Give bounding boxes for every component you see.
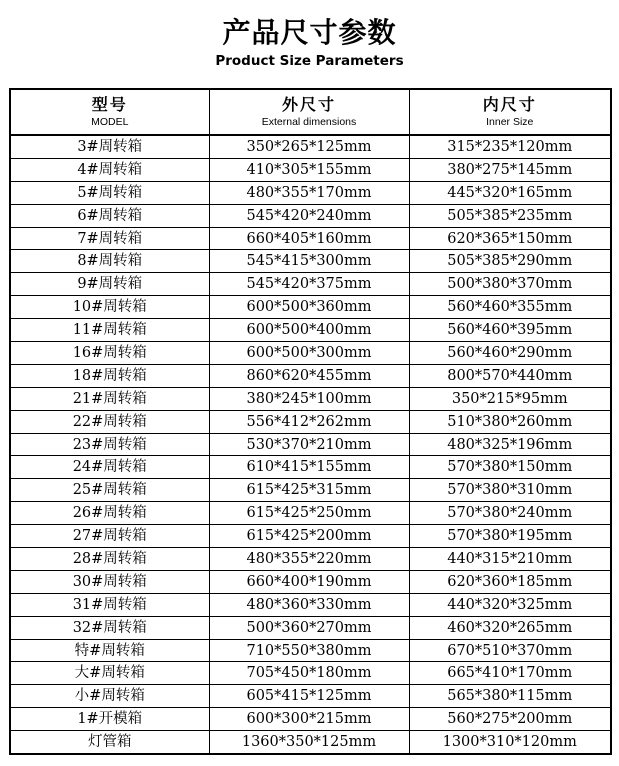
- cell-external-size: 605*415*125mm: [209, 685, 409, 708]
- header-inner-size-cn: 内尺寸: [482, 95, 537, 114]
- table-row: [10, 181, 611, 204]
- cell-external-size: 600*500*300mm: [209, 342, 409, 365]
- table-row: [10, 250, 611, 273]
- cell-model: 灯管箱: [10, 731, 209, 754]
- cell-model: 大#周转箱: [10, 662, 209, 685]
- cell-external-size: 380*245*100mm: [209, 387, 409, 410]
- cell-model: 5#周转箱: [10, 181, 209, 204]
- cell-external-size: 600*500*360mm: [209, 296, 409, 319]
- header-model-en: MODEL: [91, 116, 129, 128]
- cell-model: 10#周转箱: [10, 296, 209, 319]
- table-row: [10, 708, 611, 731]
- cell-inner-size: 665*410*170mm: [409, 662, 611, 685]
- cell-inner-size: 565*380*115mm: [409, 685, 611, 708]
- table-row: [10, 433, 611, 456]
- table-header-row: [10, 89, 611, 135]
- table-row: [10, 685, 611, 708]
- cell-model: 23#周转箱: [10, 433, 209, 456]
- cell-external-size: 615*425*250mm: [209, 502, 409, 525]
- cell-external-size: 600*500*400mm: [209, 319, 409, 342]
- table-row: [10, 227, 611, 250]
- cell-model: 16#周转箱: [10, 342, 209, 365]
- table-row: [10, 204, 611, 227]
- cell-model: 31#周转箱: [10, 593, 209, 616]
- cell-inner-size: 570*380*240mm: [409, 502, 611, 525]
- cell-external-size: 545*420*240mm: [209, 204, 409, 227]
- cell-inner-size: 620*365*150mm: [409, 227, 611, 250]
- cell-inner-size: 570*380*150mm: [409, 456, 611, 479]
- cell-inner-size: 800*570*440mm: [409, 364, 611, 387]
- cell-model: 32#周转箱: [10, 616, 209, 639]
- cell-inner-size: 350*215*95mm: [409, 387, 611, 410]
- header-external-size: [209, 89, 409, 135]
- cell-inner-size: 505*385*235mm: [409, 204, 611, 227]
- cell-inner-size: 560*460*395mm: [409, 319, 611, 342]
- header-model-cn: 型号: [91, 95, 128, 114]
- table-row: [10, 456, 611, 479]
- cell-inner-size: 315*235*120mm: [409, 135, 611, 158]
- page-title: 产品尺寸参数: [222, 16, 397, 49]
- table-row: [10, 342, 611, 365]
- cell-external-size: 530*370*210mm: [209, 433, 409, 456]
- cell-model: 30#周转箱: [10, 570, 209, 593]
- cell-external-size: 705*450*180mm: [209, 662, 409, 685]
- cell-model: 11#周转箱: [10, 319, 209, 342]
- cell-model: 28#周转箱: [10, 548, 209, 571]
- table-row: [10, 479, 611, 502]
- cell-external-size: 545*420*375mm: [209, 273, 409, 296]
- cell-external-size: 600*300*215mm: [209, 708, 409, 731]
- cell-model: 8#周转箱: [10, 250, 209, 273]
- table-row: [10, 364, 611, 387]
- cell-external-size: 350*265*125mm: [209, 135, 409, 158]
- cell-model: 9#周转箱: [10, 273, 209, 296]
- cell-external-size: 500*360*270mm: [209, 616, 409, 639]
- cell-inner-size: 670*510*370mm: [409, 639, 611, 662]
- page-subtitle: Product Size Parameters: [215, 53, 404, 69]
- cell-external-size: 556*412*262mm: [209, 410, 409, 433]
- cell-model: 3#周转箱: [10, 135, 209, 158]
- table-row: [10, 525, 611, 548]
- table-row: [10, 502, 611, 525]
- cell-inner-size: 440*320*325mm: [409, 593, 611, 616]
- cell-inner-size: 560*460*355mm: [409, 296, 611, 319]
- table-row: [10, 731, 611, 754]
- cell-inner-size: 560*460*290mm: [409, 342, 611, 365]
- cell-inner-size: 380*275*145mm: [409, 158, 611, 181]
- cell-inner-size: 480*325*196mm: [409, 433, 611, 456]
- table-row: [10, 662, 611, 685]
- header-external-size-cn: 外尺寸: [281, 95, 336, 114]
- cell-external-size: 615*425*315mm: [209, 479, 409, 502]
- cell-external-size: 410*305*155mm: [209, 158, 409, 181]
- table-row: [10, 387, 611, 410]
- cell-external-size: 480*355*220mm: [209, 548, 409, 571]
- cell-model: 特#周转箱: [10, 639, 209, 662]
- cell-inner-size: 440*315*210mm: [409, 548, 611, 571]
- cell-inner-size: 445*320*165mm: [409, 181, 611, 204]
- table-row: [10, 593, 611, 616]
- cell-external-size: 480*360*330mm: [209, 593, 409, 616]
- cell-inner-size: 505*385*290mm: [409, 250, 611, 273]
- header-external-size-en: External dimensions: [261, 116, 357, 128]
- cell-model: 25#周转箱: [10, 479, 209, 502]
- table-body: [10, 135, 611, 754]
- table-row: [10, 296, 611, 319]
- cell-model: 1#开模箱: [10, 708, 209, 731]
- table-row: [10, 273, 611, 296]
- cell-model: 24#周转箱: [10, 456, 209, 479]
- cell-inner-size: 620*360*185mm: [409, 570, 611, 593]
- header-model: [10, 89, 209, 135]
- cell-model: 26#周转箱: [10, 502, 209, 525]
- cell-external-size: 860*620*455mm: [209, 364, 409, 387]
- cell-external-size: 1360*350*125mm: [209, 731, 409, 754]
- cell-external-size: 480*355*170mm: [209, 181, 409, 204]
- cell-model: 6#周转箱: [10, 204, 209, 227]
- size-parameters-table: [9, 88, 612, 755]
- cell-external-size: 545*415*300mm: [209, 250, 409, 273]
- cell-inner-size: 570*380*195mm: [409, 525, 611, 548]
- cell-model: 18#周转箱: [10, 364, 209, 387]
- cell-external-size: 710*550*380mm: [209, 639, 409, 662]
- table-row: [10, 158, 611, 181]
- cell-inner-size: 560*275*200mm: [409, 708, 611, 731]
- table-row: [10, 410, 611, 433]
- cell-inner-size: 500*380*370mm: [409, 273, 611, 296]
- cell-inner-size: 1300*310*120mm: [409, 731, 611, 754]
- cell-model: 21#周转箱: [10, 387, 209, 410]
- table-row: [10, 548, 611, 571]
- table-row: [10, 135, 611, 158]
- cell-external-size: 660*405*160mm: [209, 227, 409, 250]
- header-inner-size: [409, 89, 611, 135]
- cell-inner-size: 460*320*265mm: [409, 616, 611, 639]
- cell-inner-size: 510*380*260mm: [409, 410, 611, 433]
- cell-model: 4#周转箱: [10, 158, 209, 181]
- cell-external-size: 610*415*155mm: [209, 456, 409, 479]
- cell-model: 22#周转箱: [10, 410, 209, 433]
- cell-model: 小#周转箱: [10, 685, 209, 708]
- header-inner-size-en: Inner Size: [486, 116, 534, 128]
- table-row: [10, 639, 611, 662]
- cell-model: 27#周转箱: [10, 525, 209, 548]
- cell-external-size: 660*400*190mm: [209, 570, 409, 593]
- cell-inner-size: 570*380*310mm: [409, 479, 611, 502]
- table-row: [10, 616, 611, 639]
- cell-external-size: 615*425*200mm: [209, 525, 409, 548]
- table-row: [10, 319, 611, 342]
- cell-model: 7#周转箱: [10, 227, 209, 250]
- table-row: [10, 570, 611, 593]
